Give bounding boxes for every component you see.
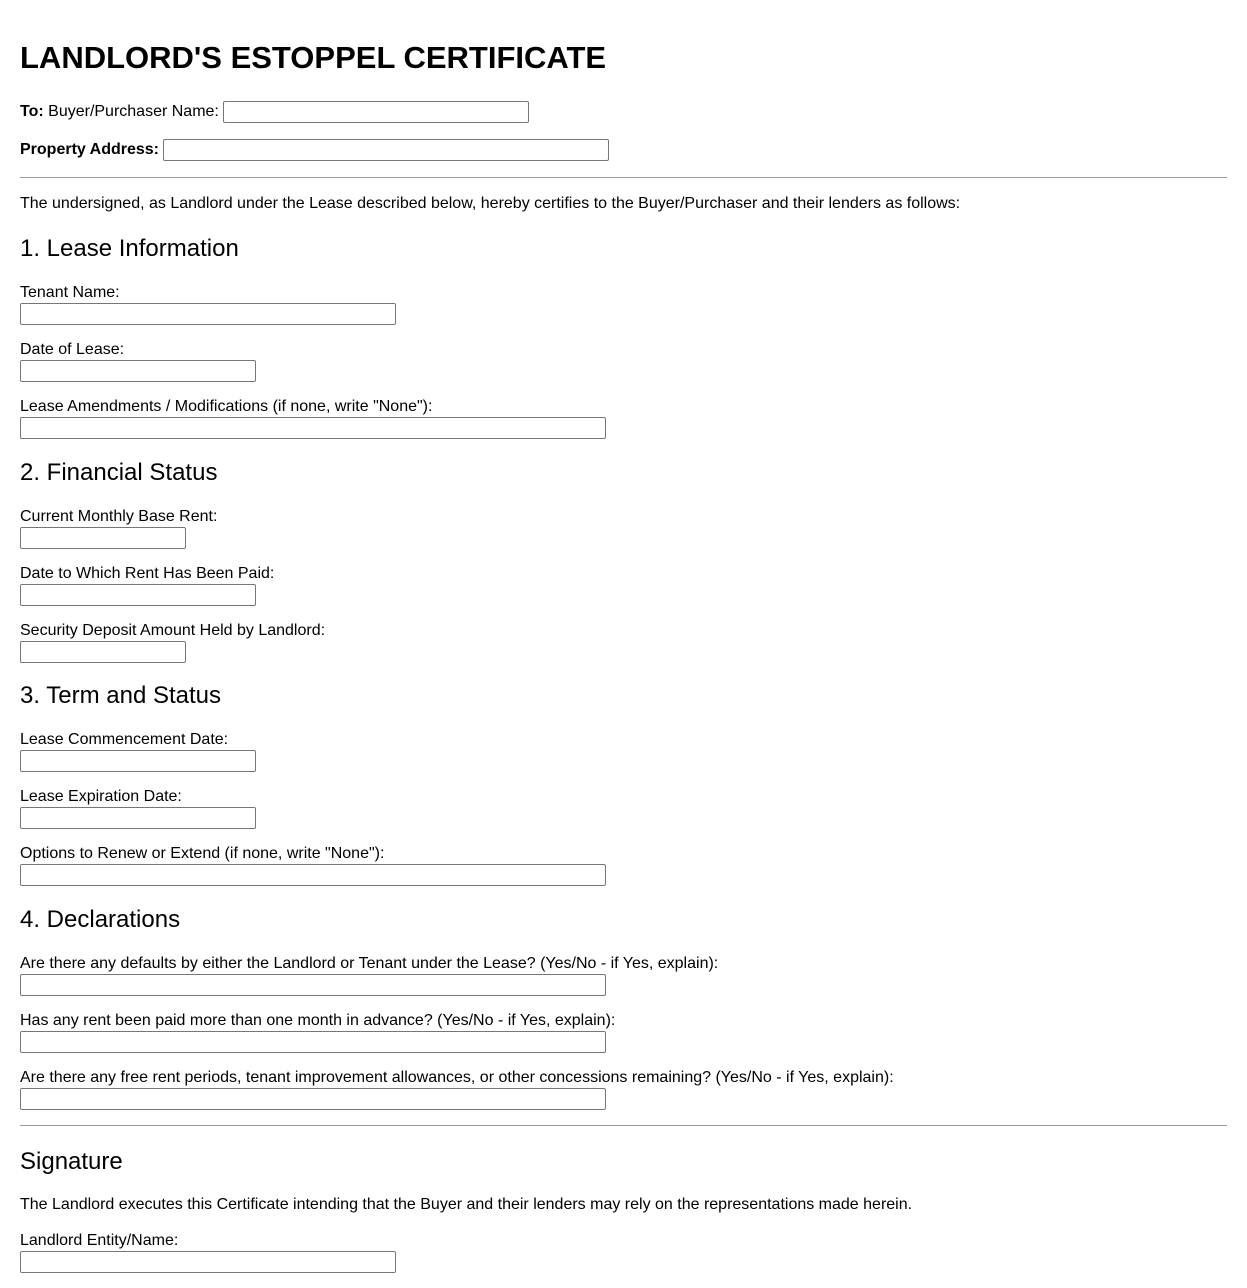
- advance-rent-field: [20, 1012, 615, 1053]
- defaults-label: Are there any defaults by either the Landlord or Tenant under the Lease? (Yes/No - if Yes, explain):: [20, 955, 719, 972]
- page-title: LANDLORD'S ESTOPPEL CERTIFICATE: [20, 40, 607, 75]
- commencement-date-label: Lease Commencement Date:: [20, 731, 229, 748]
- expiration-date-input[interactable]: [20, 807, 256, 829]
- advance-rent-label: Has any rent been paid more than one month in advance? (Yes/No - if Yes, explain):: [20, 1012, 616, 1029]
- section-heading-signature: Signature: [20, 1148, 123, 1175]
- date-of-lease-input[interactable]: [20, 360, 256, 382]
- defaults-input[interactable]: [20, 974, 606, 996]
- property-address-input[interactable]: [163, 139, 609, 161]
- base-rent-input[interactable]: [20, 527, 186, 549]
- rent-paid-date-label: Date to Which Rent Has Been Paid:: [20, 565, 275, 582]
- section-heading-term-and-status: 3. Term and Status: [20, 682, 221, 709]
- expiration-date-label: Lease Expiration Date:: [20, 788, 182, 805]
- base-rent-field: [20, 508, 217, 549]
- date-of-lease-field: [20, 341, 256, 382]
- defaults-field: [20, 955, 718, 996]
- tenant-name-field: [20, 284, 396, 325]
- landlord-entity-label: Landlord Entity/Name:: [20, 1232, 179, 1249]
- lease-amendments-label: Lease Amendments / Modifications (if none, write "None"):: [20, 398, 433, 415]
- security-deposit-field: [20, 622, 325, 663]
- rent-paid-date-field: [20, 565, 274, 606]
- lease-amendments-input[interactable]: [20, 417, 606, 439]
- base-rent-label: Current Monthly Base Rent:: [20, 508, 218, 525]
- advance-rent-input[interactable]: [20, 1031, 606, 1053]
- section-heading-financial-status: 2. Financial Status: [20, 459, 218, 486]
- buyer-row: [20, 101, 529, 123]
- security-deposit-label: Security Deposit Amount Held by Landlord:: [20, 622, 326, 639]
- rent-paid-date-input[interactable]: [20, 584, 256, 606]
- concessions-input[interactable]: [20, 1088, 606, 1110]
- date-of-lease-label: Date of Lease:: [20, 341, 125, 358]
- lease-amendments-field: [20, 398, 606, 439]
- renew-options-label: Options to Renew or Extend (if none, write "None"):: [20, 845, 385, 862]
- property-row: [20, 139, 609, 161]
- tenant-name-label: Tenant Name:: [20, 284, 120, 301]
- concessions-field: [20, 1069, 894, 1110]
- section-heading-lease-information: 1. Lease Information: [20, 235, 239, 262]
- concessions-label: Are there any free rent periods, tenant improvement allowances, or other concessions remaining? (Yes/No - if Yes, explain):: [20, 1069, 894, 1086]
- buyer-name-label: Buyer/Purchaser Name:: [48, 103, 219, 120]
- section-heading-declarations: 4. Declarations: [20, 906, 181, 933]
- divider-signature: [20, 1125, 1227, 1126]
- renew-options-input[interactable]: [20, 864, 606, 886]
- landlord-entity-field: [20, 1232, 396, 1273]
- buyer-label: [20, 103, 219, 121]
- signature-statement: The Landlord executes this Certificate intending that the Buyer and their lenders may rely on the representations made herein.: [20, 1196, 913, 1213]
- intro-text: The undersigned, as Landlord under the Lease described below, hereby certifies to the Buyer/Purchaser and their lenders as follows:: [20, 195, 961, 212]
- tenant-name-input[interactable]: [20, 303, 396, 325]
- commencement-date-input[interactable]: [20, 750, 256, 772]
- to-label: To:: [20, 103, 44, 120]
- commencement-date-field: [20, 731, 256, 772]
- divider-top: [20, 177, 1227, 178]
- security-deposit-input[interactable]: [20, 641, 186, 663]
- landlord-entity-input[interactable]: [20, 1251, 396, 1273]
- renew-options-field: [20, 845, 606, 886]
- property-address-label: Property Address:: [20, 141, 159, 158]
- buyer-name-input[interactable]: [223, 101, 529, 123]
- expiration-date-field: [20, 788, 256, 829]
